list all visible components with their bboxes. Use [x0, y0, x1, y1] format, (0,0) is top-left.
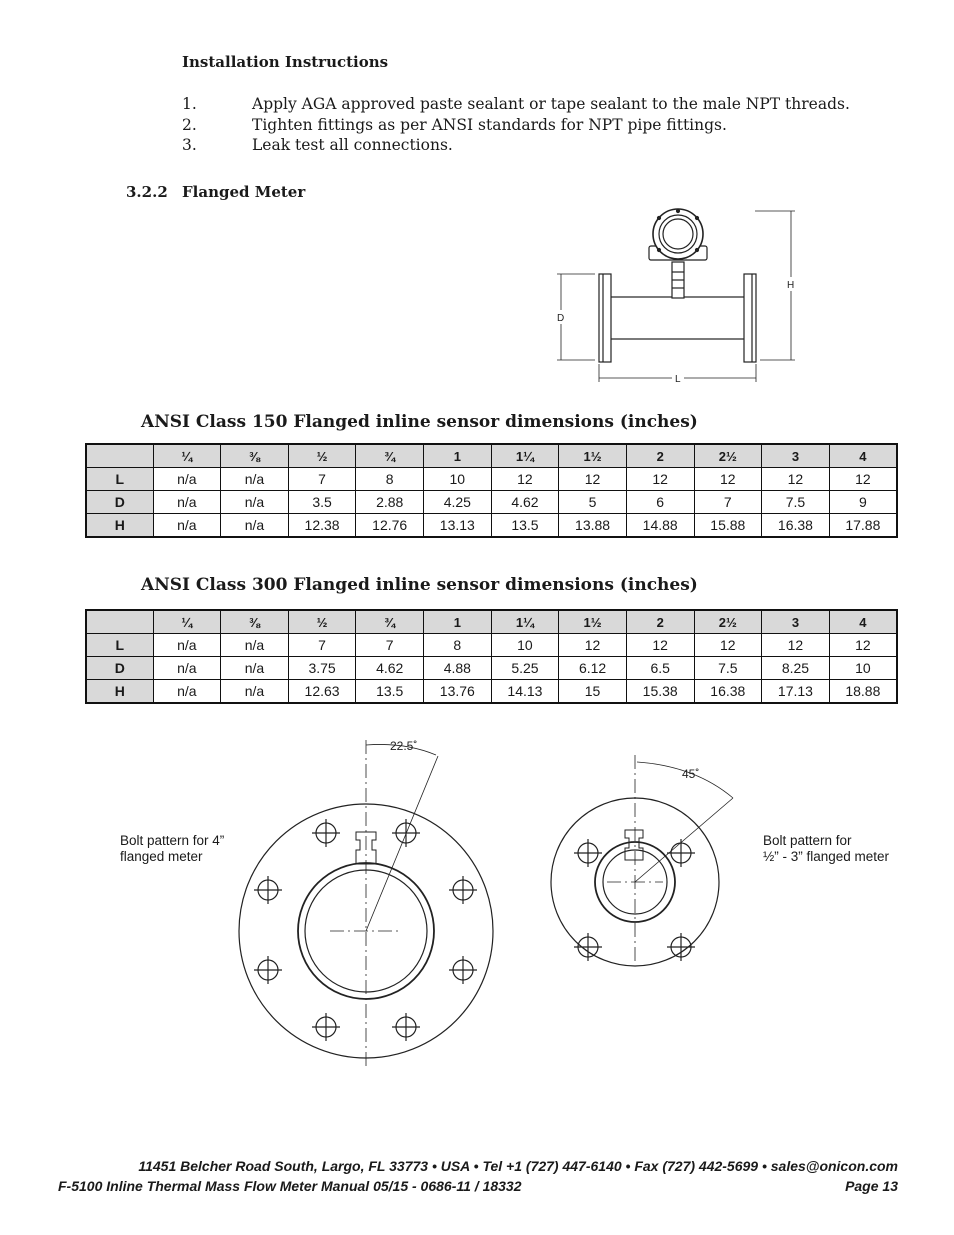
- step-number: 1.: [182, 95, 197, 113]
- table-cell: n/a: [221, 680, 289, 704]
- table-cell: 12: [829, 634, 897, 657]
- table-cell: 12: [762, 634, 830, 657]
- table-cell: n/a: [153, 657, 221, 680]
- table-cell: 8.25: [762, 657, 830, 680]
- table-cell: n/a: [153, 680, 221, 704]
- table-cell: 3.75: [288, 657, 356, 680]
- header-cell: 3: [762, 444, 830, 468]
- table-cell: 13.88: [559, 514, 627, 538]
- bolt-pattern-small-label: [763, 833, 889, 865]
- step-text: Leak test all connections.: [252, 136, 453, 154]
- table-cell: 9: [829, 491, 897, 514]
- table-cell: 15.88: [694, 514, 762, 538]
- bolt-label-line: flanged meter: [120, 849, 203, 864]
- header-cell: 4: [829, 444, 897, 468]
- table-cell: 5: [559, 491, 627, 514]
- bolt-label-line: ½” - 3” flanged meter: [763, 849, 890, 864]
- header-cell: [86, 610, 153, 634]
- row-label: D: [86, 657, 153, 680]
- page-footer: [58, 1158, 898, 1198]
- bolt-label-line: Bolt pattern for: [763, 833, 852, 848]
- table-cell: 7: [288, 468, 356, 491]
- table-row: [86, 680, 897, 704]
- table-cell: 6: [626, 491, 694, 514]
- page-number: Page 13: [845, 1178, 898, 1194]
- row-label: L: [86, 634, 153, 657]
- table-row: [86, 657, 897, 680]
- header-cell: 1¼: [491, 444, 559, 468]
- header-cell: 1: [424, 444, 492, 468]
- bolt-label-line: Bolt pattern for 4”: [120, 833, 225, 848]
- table-cell: 18.88: [829, 680, 897, 704]
- table-cell: 15.38: [626, 680, 694, 704]
- step-item: [182, 94, 850, 115]
- step-item: [182, 135, 850, 156]
- table-cell: 14.13: [491, 680, 559, 704]
- header-cell: 1½: [559, 610, 627, 634]
- table-300-title: ANSI Class 300 Flanged inline sensor dimensions (inches): [141, 575, 698, 595]
- table-cell: 12.76: [356, 514, 424, 538]
- table-300: [85, 609, 898, 704]
- header-cell: 2½: [694, 444, 762, 468]
- header-cell: ½: [288, 610, 356, 634]
- step-text: Tighten fittings as per ANSI standards for NPT pipe fittings.: [252, 115, 727, 134]
- table-cell: 6.12: [559, 657, 627, 680]
- header-cell: ¾: [356, 610, 424, 634]
- header-cell: ¾: [356, 444, 424, 468]
- header-cell: ½: [288, 444, 356, 468]
- dimension-d-label: D: [557, 313, 565, 324]
- table-cell: n/a: [153, 514, 221, 538]
- table-cell: n/a: [221, 514, 289, 538]
- row-label: L: [86, 468, 153, 491]
- header-cell: ⅜: [221, 444, 289, 468]
- bolt-pattern-small-drawing: [545, 750, 745, 970]
- dimension-h-label: H: [787, 280, 795, 291]
- step-item: [182, 115, 850, 136]
- row-label: D: [86, 491, 153, 514]
- table-cell: 10: [491, 634, 559, 657]
- table-cell: 3.5: [288, 491, 356, 514]
- table-header-row: [86, 444, 897, 468]
- table-cell: 13.13: [424, 514, 492, 538]
- table-header-row: [86, 610, 897, 634]
- table-cell: 13.5: [356, 680, 424, 704]
- table-150: [85, 443, 898, 538]
- row-label: H: [86, 514, 153, 538]
- header-cell: 1: [424, 610, 492, 634]
- row-label: H: [86, 680, 153, 704]
- header-cell: ¼: [153, 610, 221, 634]
- table-cell: 10: [424, 468, 492, 491]
- step-number: 2.: [182, 115, 197, 134]
- table-cell: n/a: [221, 491, 289, 514]
- table-cell: n/a: [221, 468, 289, 491]
- table-row: [86, 514, 897, 538]
- table-cell: 16.38: [762, 514, 830, 538]
- table-cell: 12: [694, 468, 762, 491]
- header-cell: 4: [829, 610, 897, 634]
- table-cell: 13.5: [491, 514, 559, 538]
- header-cell: 2½: [694, 610, 762, 634]
- table-cell: 12: [762, 468, 830, 491]
- header-cell: 3: [762, 610, 830, 634]
- table-cell: 8: [424, 634, 492, 657]
- header-cell: 1½: [559, 444, 627, 468]
- table-cell: 12: [829, 468, 897, 491]
- table-150-title: ANSI Class 150 Flanged inline sensor dimensions (inches): [141, 412, 698, 432]
- table-cell: 16.38: [694, 680, 762, 704]
- table-cell: 12.63: [288, 680, 356, 704]
- table-cell: 4.25: [424, 491, 492, 514]
- table-cell: 7.5: [762, 491, 830, 514]
- table-cell: 12: [491, 468, 559, 491]
- table-cell: n/a: [153, 491, 221, 514]
- flanged-meter-drawing: [545, 200, 805, 390]
- bolt-pattern-4in-drawing: [230, 730, 500, 1070]
- table-row: [86, 634, 897, 657]
- table-cell: 12: [559, 634, 627, 657]
- dimension-l-label: L: [675, 374, 681, 385]
- installation-heading: Installation Instructions: [182, 53, 389, 71]
- table-cell: n/a: [153, 468, 221, 491]
- table-cell: 12.38: [288, 514, 356, 538]
- table-row: [86, 468, 897, 491]
- table-row: [86, 491, 897, 514]
- table-cell: 17.88: [829, 514, 897, 538]
- table-cell: 8: [356, 468, 424, 491]
- header-cell: ⅜: [221, 610, 289, 634]
- section-title: Flanged Meter: [182, 183, 306, 201]
- angle-45-label: 45˚: [682, 767, 700, 781]
- angle-22-5-label: 22.5˚: [390, 739, 418, 753]
- header-cell: ¼: [153, 444, 221, 468]
- table-cell: 12: [694, 634, 762, 657]
- table-cell: 4.62: [356, 657, 424, 680]
- header-cell: 1¼: [491, 610, 559, 634]
- table-cell: 2.88: [356, 491, 424, 514]
- table-cell: 17.13: [762, 680, 830, 704]
- table-cell: 14.88: [626, 514, 694, 538]
- installation-steps: [182, 94, 850, 156]
- section-number: 3.2.2: [126, 183, 168, 201]
- table-cell: 12: [559, 468, 627, 491]
- table-cell: 12: [626, 634, 694, 657]
- step-number: 3.: [182, 136, 197, 154]
- header-cell: 2: [626, 444, 694, 468]
- table-cell: 13.76: [424, 680, 492, 704]
- header-cell: 2: [626, 610, 694, 634]
- table-cell: 7: [694, 491, 762, 514]
- table-cell: 7: [288, 634, 356, 657]
- table-cell: n/a: [221, 634, 289, 657]
- header-cell: [86, 444, 153, 468]
- table-cell: 5.25: [491, 657, 559, 680]
- table-cell: 4.62: [491, 491, 559, 514]
- table-cell: 12: [626, 468, 694, 491]
- table-cell: n/a: [153, 634, 221, 657]
- table-cell: 6.5: [626, 657, 694, 680]
- table-cell: 4.88: [424, 657, 492, 680]
- table-cell: n/a: [221, 657, 289, 680]
- table-cell: 7.5: [694, 657, 762, 680]
- table-cell: 10: [829, 657, 897, 680]
- footer-address: 11451 Belcher Road South, Largo, FL 33773 • USA • Tel +1 (727) 447-6140 • Fax (727) 442-5699 • sales@onicon.com: [138, 1158, 898, 1174]
- table-cell: 15: [559, 680, 627, 704]
- footer-manual-title: F-5100 Inline Thermal Mass Flow Meter Manual 05/15 - 0686-11 / 18332: [58, 1178, 522, 1194]
- step-text: Apply AGA approved paste sealant or tape sealant to the male NPT threads.: [252, 95, 850, 113]
- table-cell: 7: [356, 634, 424, 657]
- bolt-pattern-4in-label: [120, 833, 224, 865]
